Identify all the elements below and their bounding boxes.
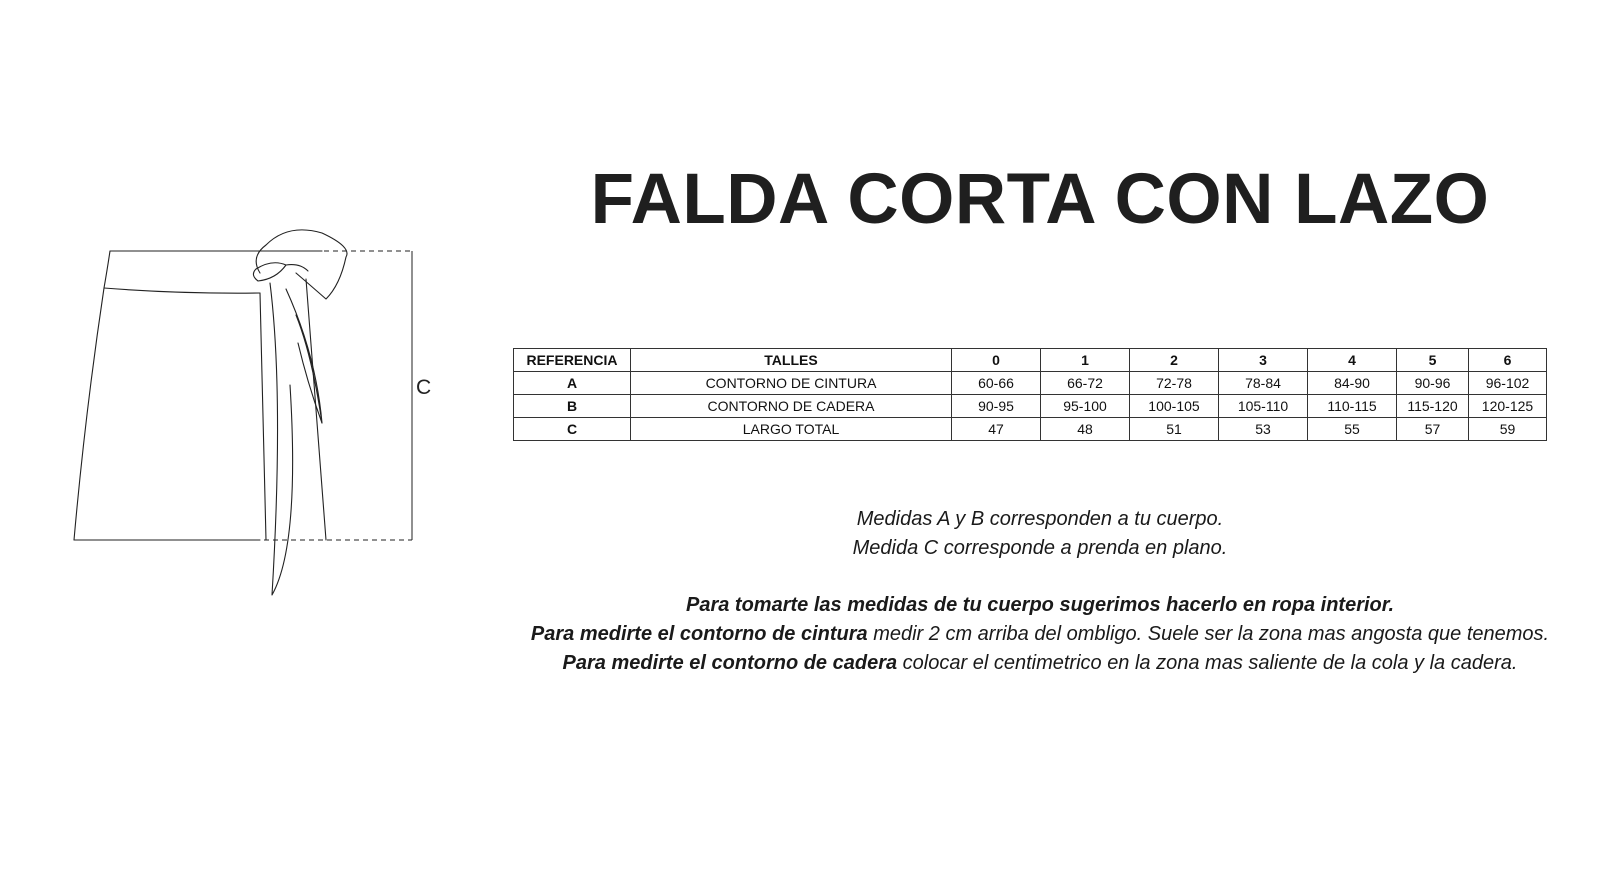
table-cell: 72-78 (1130, 372, 1219, 395)
note-underwear-text: Para tomarte las medidas de tu cuerpo sugerimos hacerlo en ropa interior. (686, 594, 1394, 616)
header-size-4: 4 (1308, 349, 1397, 372)
table-cell: 55 (1308, 418, 1397, 441)
skirt-diagram (60, 215, 480, 615)
row-label: CONTORNO DE CADERA (631, 395, 952, 418)
table-cell: 57 (1397, 418, 1469, 441)
header-talles: TALLES (631, 349, 952, 372)
table-cell: 47 (952, 418, 1041, 441)
page-title: FALDA CORTA CON LAZO (590, 160, 1490, 239)
measure-c-label: C (416, 376, 432, 399)
size-chart-table (513, 348, 1547, 441)
table-cell: 84-90 (1308, 372, 1397, 395)
table-cell: 100-105 (1130, 395, 1219, 418)
note-hip-rest: colocar el centimetrico en la zona mas saliente de la cola y la cadera. (897, 652, 1518, 674)
header-size-0: 0 (952, 349, 1041, 372)
table-cell: 95-100 (1041, 395, 1130, 418)
header-size-6: 6 (1469, 349, 1547, 372)
note-underwear (520, 591, 1560, 620)
note-garment-measure: Medida C corresponde a prenda en plano. (852, 537, 1228, 559)
table-row (514, 418, 1547, 441)
row-ref: C (514, 418, 631, 441)
table-header-row (514, 349, 1547, 372)
table-cell: 90-95 (952, 395, 1041, 418)
header-size-3: 3 (1219, 349, 1308, 372)
header-size-2: 2 (1130, 349, 1219, 372)
table-cell: 60-66 (952, 372, 1041, 395)
table-cell: 105-110 (1219, 395, 1308, 418)
table-row (514, 395, 1547, 418)
table-cell: 51 (1130, 418, 1219, 441)
header-referencia: REFERENCIA (514, 349, 631, 372)
note-hip (520, 649, 1560, 678)
table-cell: 53 (1219, 418, 1308, 441)
header-size-5: 5 (1397, 349, 1469, 372)
table-cell: 115-120 (1397, 395, 1469, 418)
note-body-measures: Medidas A y B corresponden a tu cuerpo. (856, 508, 1224, 530)
table-cell: 110-115 (1308, 395, 1397, 418)
row-label: CONTORNO DE CINTURA (631, 372, 952, 395)
table-cell: 59 (1469, 418, 1547, 441)
note-hip-bold: Para medirte el contorno de cadera (562, 652, 898, 674)
note-waist-rest: medir 2 cm arriba del ombligo. Suele ser la zona mas angosta que tenemos. (867, 623, 1550, 645)
row-ref: A (514, 372, 631, 395)
header-size-1: 1 (1041, 349, 1130, 372)
table-cell: 120-125 (1469, 395, 1547, 418)
row-label: LARGO TOTAL (631, 418, 952, 441)
row-ref: B (514, 395, 631, 418)
note-waist (520, 620, 1560, 649)
table-cell: 78-84 (1219, 372, 1308, 395)
table-cell: 96-102 (1469, 372, 1547, 395)
table-cell: 66-72 (1041, 372, 1130, 395)
table-row (514, 372, 1547, 395)
measurement-notes (520, 505, 1560, 678)
table-cell: 48 (1041, 418, 1130, 441)
note-waist-bold: Para medirte el contorno de cintura (530, 623, 868, 645)
skirt-with-bow-drawing (60, 215, 480, 615)
table-cell: 90-96 (1397, 372, 1469, 395)
